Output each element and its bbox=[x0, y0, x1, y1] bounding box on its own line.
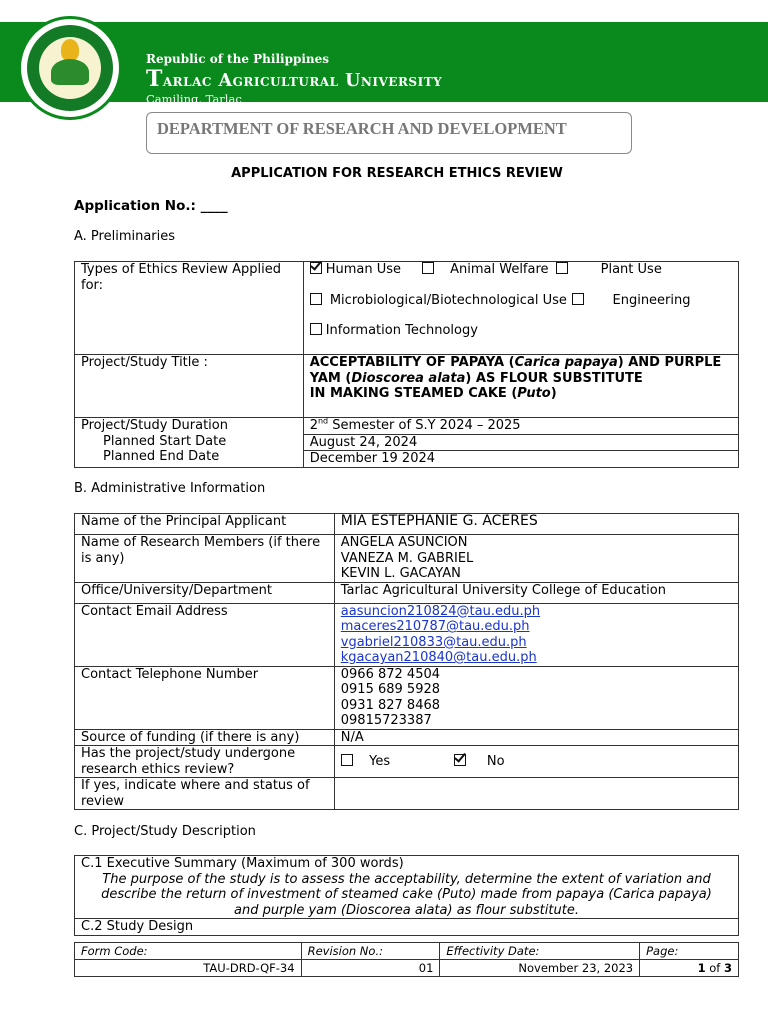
review-no-option[interactable]: No bbox=[454, 754, 504, 769]
funding-label: Source of funding (if there is any) bbox=[75, 729, 335, 746]
member-name: ANGELA ASUNCION bbox=[340, 535, 468, 550]
executive-summary-label: C.1 Executive Summary (Maximum of 300 words) bbox=[81, 856, 404, 871]
executive-summary-cell bbox=[75, 856, 739, 919]
checkbox-icon[interactable] bbox=[310, 293, 322, 305]
form-title: APPLICATION FOR RESEARCH ETHICS REVIEW bbox=[231, 166, 563, 181]
option-human-use[interactable]: Human Use bbox=[310, 262, 401, 278]
effectivity-value: November 23, 2023 bbox=[440, 960, 640, 977]
duration-labels-cell bbox=[75, 418, 304, 468]
duration-label: Project/Study Duration bbox=[81, 418, 228, 433]
study-title-value: ACCEPTABILITY OF PAPAYA (Carica papaya) AND PURPLE YAM (Dioscorea alata) AS FLOUR SUBSTITUTE IN MAKING STEAMED CAKE (Puto) bbox=[303, 355, 738, 418]
member-name: VANEZA M. GABRIEL bbox=[340, 550, 474, 566]
university-seal-icon bbox=[18, 16, 122, 120]
section-a-heading: A. Preliminaries bbox=[74, 229, 176, 244]
form-code-value: TAU-DRD-QF-34 bbox=[75, 960, 302, 977]
email-link[interactable]: kgacayan210840@tau.edu.ph bbox=[340, 650, 537, 665]
phone-number: 09815723387 bbox=[340, 713, 432, 728]
option-microbiological[interactable]: Microbiological/Biotechnological Use bbox=[310, 293, 567, 309]
revision-label: Revision No.: bbox=[301, 943, 440, 960]
principal-value: MIA ESTEPHANIE G. ACERES bbox=[334, 514, 738, 535]
checkbox-icon[interactable] bbox=[422, 262, 434, 274]
study-design-label: C.2 Study Design bbox=[75, 919, 739, 936]
form-code-label: Form Code: bbox=[75, 943, 302, 960]
preliminaries-table bbox=[74, 261, 739, 468]
funding-value: N/A bbox=[334, 729, 738, 746]
start-date-label: Planned Start Date bbox=[103, 433, 227, 449]
types-options-cell bbox=[303, 262, 738, 355]
end-date-label: Planned End Date bbox=[103, 449, 220, 464]
email-link[interactable]: aasuncion210824@tau.edu.ph bbox=[340, 603, 541, 619]
title-label: Project/Study Title : bbox=[75, 355, 304, 418]
revision-value: 01 bbox=[301, 960, 440, 977]
office-label: Office/University/Department bbox=[75, 582, 335, 603]
university-location: Camiling, Tarlac bbox=[146, 92, 242, 106]
option-animal-welfare[interactable]: Animal Welfare bbox=[422, 262, 549, 278]
start-date-value: August 24, 2024 bbox=[303, 434, 738, 451]
option-plant-use[interactable]: Plant Use bbox=[556, 262, 662, 278]
application-number: Application No.: ____ bbox=[74, 198, 228, 214]
member-name: KEVIN L. GACAYAN bbox=[340, 566, 461, 581]
option-engineering[interactable]: Engineering bbox=[572, 293, 691, 309]
email-list bbox=[334, 603, 738, 666]
form-footer bbox=[74, 942, 739, 977]
checkbox-icon[interactable] bbox=[572, 293, 584, 305]
email-link[interactable]: vgabriel210833@tau.edu.ph bbox=[340, 634, 527, 650]
phone-list bbox=[334, 666, 738, 729]
checkbox-checked-icon[interactable] bbox=[454, 754, 466, 766]
review-options bbox=[334, 746, 738, 778]
types-label: Types of Ethics Review Applied for: bbox=[75, 262, 304, 355]
checkbox-icon[interactable] bbox=[341, 754, 353, 766]
phone-number: 0966 872 4504 bbox=[340, 666, 441, 682]
email-label: Contact Email Address bbox=[75, 603, 335, 666]
section-b-heading: B. Administrative Information bbox=[74, 481, 266, 496]
description-table bbox=[74, 855, 739, 936]
department-title: DEPARTMENT OF RESEARCH AND DEVELOPMENT bbox=[146, 112, 632, 154]
checkbox-icon[interactable] bbox=[310, 323, 322, 335]
ifyes-value[interactable] bbox=[334, 778, 738, 810]
section-c-heading: C. Project/Study Description bbox=[74, 824, 256, 839]
page-value: 1 of 3 bbox=[640, 960, 739, 977]
office-value: Tarlac Agricultural University College of Education bbox=[334, 582, 738, 603]
effectivity-label: Effectivity Date: bbox=[440, 943, 640, 960]
administrative-table bbox=[74, 513, 739, 810]
checkbox-icon[interactable] bbox=[556, 262, 568, 274]
end-date-value: December 19 2024 bbox=[303, 451, 738, 468]
executive-summary-text: The purpose of the study is to assess the acceptability, determine the extent of variation and describe the return of investment of steamed cake (Puto) made from papaya (Carica papaya) and purple yam (Dioscorea alata) as flour substitute. bbox=[101, 871, 712, 918]
checkbox-checked-icon[interactable] bbox=[310, 262, 322, 274]
review-yes-option[interactable]: Yes bbox=[341, 754, 390, 769]
page-label: Page: bbox=[640, 943, 739, 960]
duration-value: 2nd Semester of S.Y 2024 – 2025 bbox=[303, 418, 738, 435]
phone-number: 0931 827 8468 bbox=[340, 697, 441, 713]
phone-number: 0915 689 5928 bbox=[340, 682, 441, 697]
republic-text: Republic of the Philippines bbox=[146, 52, 330, 66]
principal-label: Name of the Principal Applicant bbox=[75, 514, 335, 535]
university-name: Tarlac Agricultural University bbox=[146, 66, 443, 92]
members-value bbox=[334, 535, 738, 583]
phone-label: Contact Telephone Number bbox=[75, 666, 335, 729]
members-label: Name of Research Members (if there is any) bbox=[75, 535, 335, 583]
review-label: Has the project/study undergone research ethics review? bbox=[75, 746, 335, 778]
email-link[interactable]: maceres210787@tau.edu.ph bbox=[340, 619, 530, 634]
option-information-technology[interactable]: Information Technology bbox=[310, 323, 478, 339]
ifyes-label: If yes, indicate where and status of review bbox=[75, 778, 335, 810]
